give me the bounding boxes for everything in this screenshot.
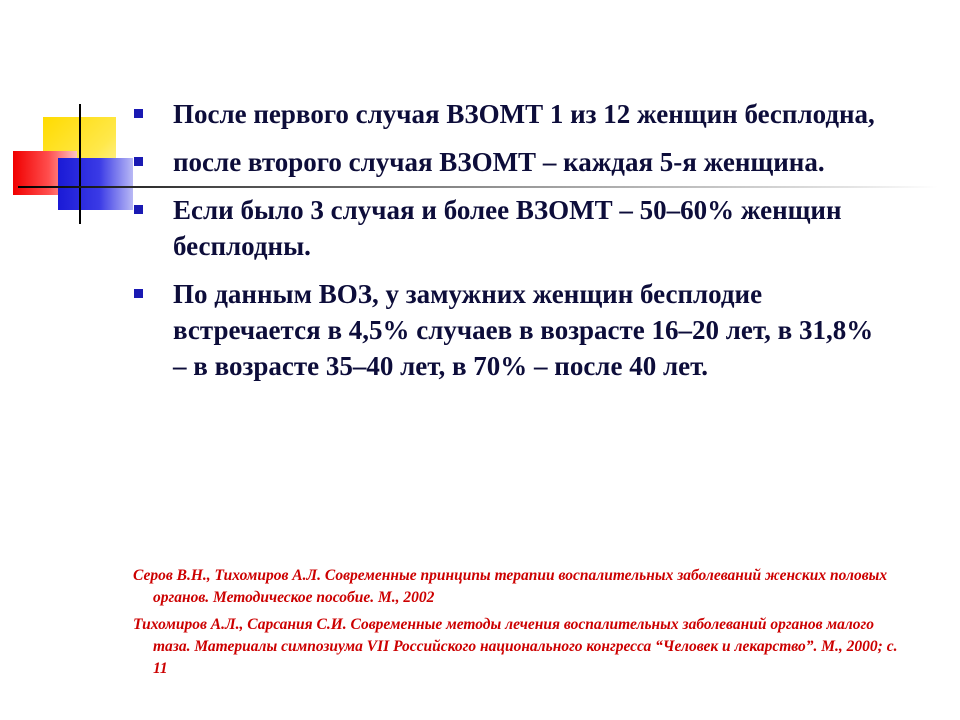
reference-item: Серов В.Н., Тихомиров А.Л. Современные принципы терапии воспалительных заболеваний женских половых органов. Методическое пособие. М., 2002 xyxy=(133,567,888,606)
bullet-list xyxy=(133,96,893,396)
bullet-item xyxy=(133,144,893,180)
square-bullet-icon xyxy=(134,205,143,214)
bullet-text: после второго случая ВЗОМТ – каждая 5-я женщина. xyxy=(173,147,825,177)
square-bullet-icon xyxy=(134,157,143,166)
vertical-rule xyxy=(79,104,81,224)
bullet-item xyxy=(133,276,893,384)
bullet-item xyxy=(133,96,893,132)
square-bullet-icon xyxy=(134,109,143,118)
bullet-text: Если было 3 случая и более ВЗОМТ – 50–60% женщин бесплодны. xyxy=(173,195,842,261)
reference-item: Тихомиров А.Л., Сарсания С.И. Современные методы лечения воспалительных заболеваний органов малого таза. Материалы симпозиума VII Российского национального конгресса “Человек и лекарство”. М., 2000; с. 11 xyxy=(133,616,898,677)
blue-rectangle xyxy=(58,158,133,210)
references xyxy=(133,565,913,685)
square-bullet-icon xyxy=(134,289,143,298)
bullet-text: По данным ВОЗ, у замужних женщин бесплодие встречается в 4,5% случаев в возрасте 16–20 лет, в 31,8% – в возрасте 35–40 лет, в 70% – после 40 лет. xyxy=(173,279,874,381)
bullet-text: После первого случая ВЗОМТ 1 из 12 женщин бесплодна, xyxy=(173,99,875,129)
bullet-item xyxy=(133,192,893,264)
